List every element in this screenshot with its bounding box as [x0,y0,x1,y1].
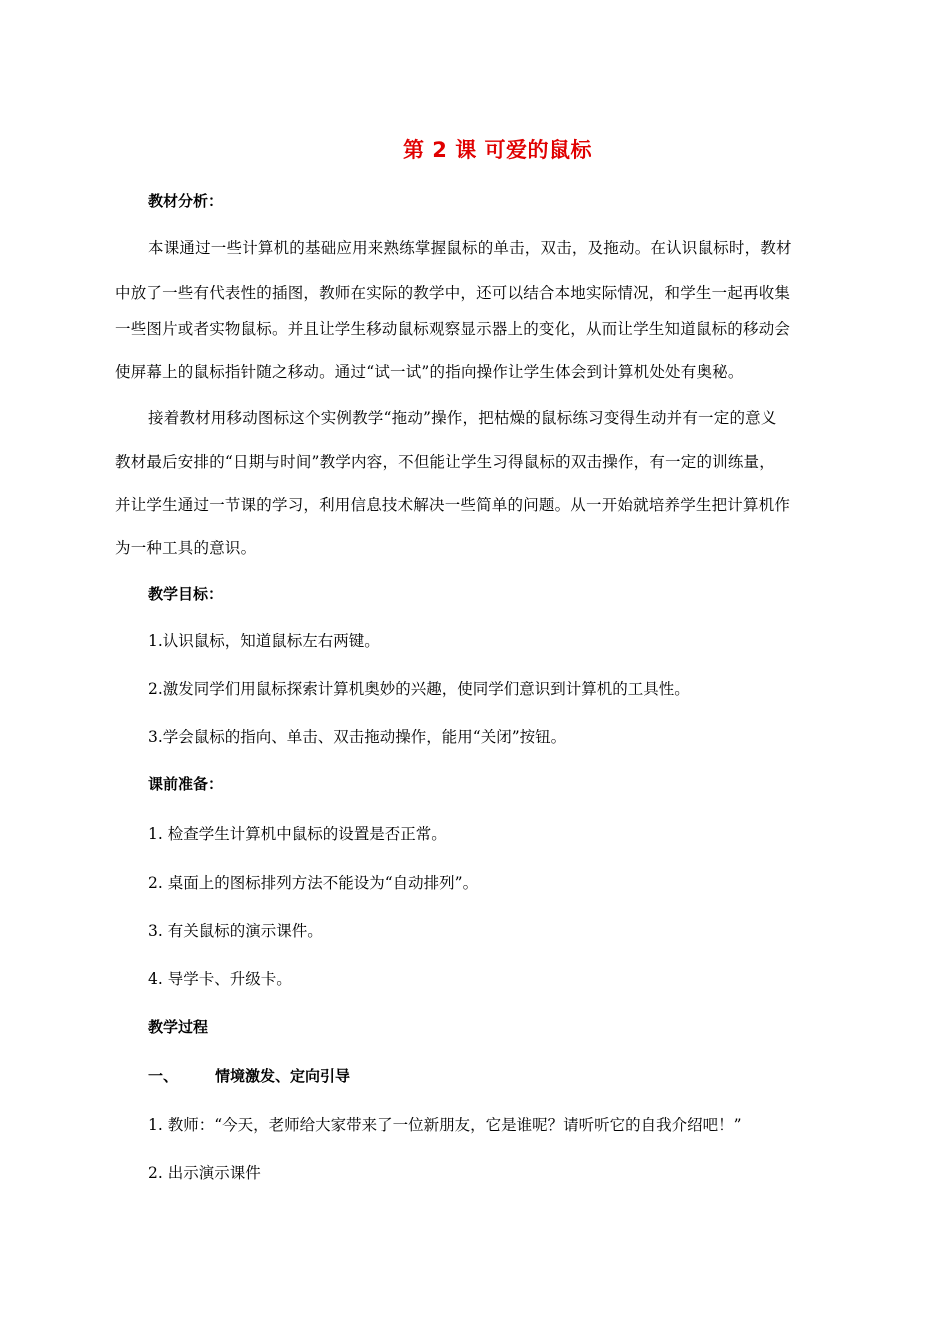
preparation-item: 1. 检查学生计算机中鼠标的设置是否正常。 [148,825,447,843]
analysis-para2-line: 为一种工具的意识。 [115,539,257,557]
section-title: 情境激发、定向引导 [215,1067,351,1085]
goal-item: 1.认识鼠标，知道鼠标左右两键。 [148,632,380,650]
analysis-para2-line: 教材最后安排的“日期与时间”教学内容，不但能让学生习得鼠标的双击操作，有一定的训练量， [115,453,775,471]
analysis-para1-line: 使屏幕上的鼠标指针随之移动。通过“试一试”的指向操作让学生体会到计算机处处有奥秘。 [115,363,744,381]
analysis-para2-line: 并让学生通过一节课的学习，利用信息技术解决一些简单的问题。从一开始就培养学生把计算机作 [115,496,791,514]
goals-heading: 教学目标： [148,585,224,603]
process-step: 2. 出示演示课件 [148,1164,261,1182]
preparation-item: 2. 桌面上的图标排列方法不能设为“自动排列”。 [148,874,479,892]
analysis-para1-line: 中放了一些有代表性的插图，教师在实际的教学中，还可以结合本地实际情况，和学生一起再收集 [115,284,791,302]
preparation-heading: 课前准备： [148,775,224,793]
goal-item: 3.学会鼠标的指向、单击、双击拖动操作，能用“关闭”按钮。 [148,728,567,746]
analysis-heading: 教材分析： [148,192,224,210]
process-heading: 教学过程 [148,1018,209,1036]
page-title: 第 2 课 可爱的鼠标 [402,138,593,162]
section-number: 一、 [148,1067,179,1085]
preparation-item: 3. 有关鼠标的演示课件。 [148,922,323,940]
analysis-para1-line: 本课通过一些计算机的基础应用来熟练掌握鼠标的单击，双击，及拖动。在认识鼠标时，教材 [148,239,792,257]
analysis-para1-line: 一些图片或者实物鼠标。并且让学生移动鼠标观察显示器上的变化，从而让学生知道鼠标的移动会 [115,320,791,338]
goal-item: 2.激发同学们用鼠标探索计算机奥妙的兴趣，使同学们意识到计算机的工具性。 [148,680,690,698]
process-step: 1. 教师：“今天，老师给大家带来了一位新朋友，它是谁呢？请听听它的自我介绍吧！” [148,1116,742,1134]
analysis-para2-line: 接着教材用移动图标这个实例教学“拖动”操作，把枯燥的鼠标练习变得生动并有一定的意义 [148,409,777,427]
preparation-item: 4. 导学卡、升级卡。 [148,970,292,988]
